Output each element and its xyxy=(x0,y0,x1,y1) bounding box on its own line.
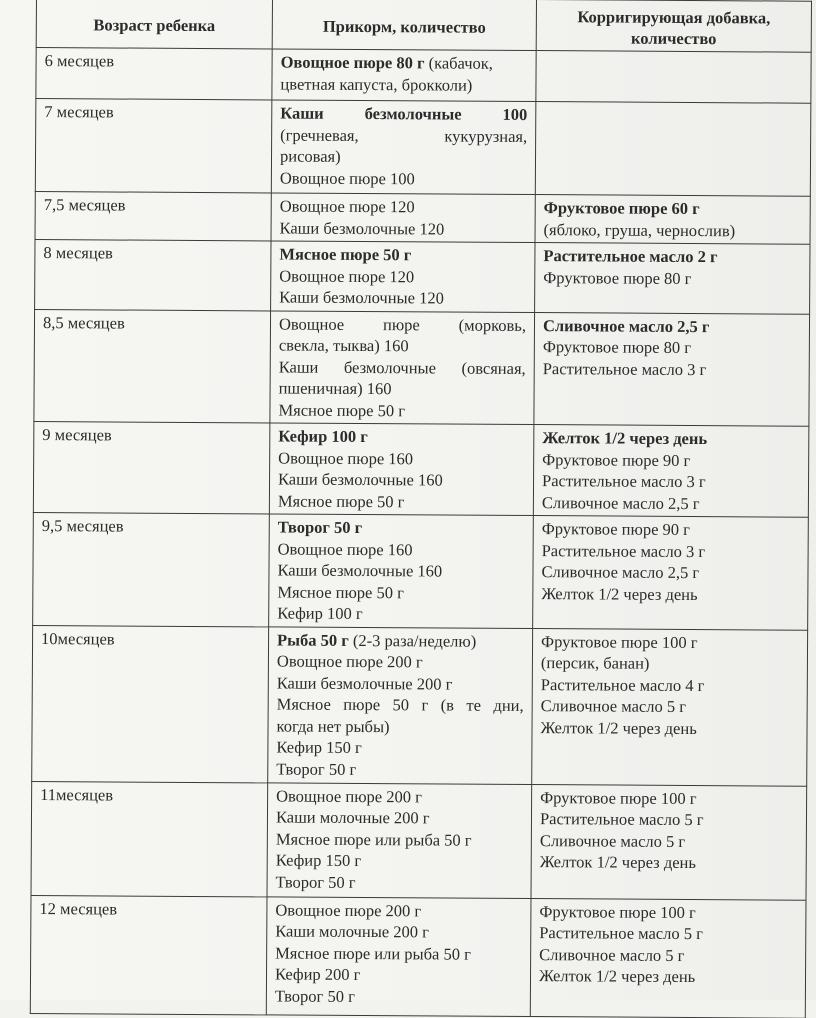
supplement-cell xyxy=(534,312,810,426)
header-supplement xyxy=(536,0,811,52)
supplement-line: Фруктовое пюре 100 г xyxy=(540,787,697,808)
food-line: Овощное пюре 120 xyxy=(279,196,415,217)
supplement-line: Фруктовое пюре 90 г xyxy=(541,519,690,540)
food-line: Кефир 150 г xyxy=(276,737,362,758)
food-line: Овощное пюре 200 г xyxy=(275,899,422,920)
supplement-cell xyxy=(533,516,809,630)
food-line: Мясное пюре 50 г xyxy=(279,244,412,265)
supplement-line: Желток 1/2 через день xyxy=(541,583,698,604)
table-row xyxy=(35,239,810,313)
food-cell xyxy=(269,514,534,628)
supplement-line: Сливочное масло 5 г xyxy=(540,696,687,716)
supplement-line: Сливочное масло 2,5 г xyxy=(542,315,710,336)
supplement-line: Сливочное масло 2,5 г xyxy=(541,492,700,513)
food-line: когда нет рыбы) xyxy=(276,715,390,736)
supplement-cell xyxy=(536,51,811,104)
food-line: Мясное пюре 50 г xyxy=(277,490,405,511)
supplement-line: Сливочное масло 5 г xyxy=(539,830,686,851)
age-cell: 6 месяцев xyxy=(36,48,272,100)
food-line: Каши молочные 200 г xyxy=(275,807,430,828)
food-cell xyxy=(271,241,535,312)
supplement-line: Сливочное масло 5 г xyxy=(539,944,685,965)
food-line: цветная капуста, брокколи) xyxy=(280,73,473,95)
supplement-cell xyxy=(535,195,810,245)
header-age: Возраст ребенка xyxy=(36,0,272,49)
supplement-line: Сливочное масло 2,5 г xyxy=(541,562,700,583)
food-line: Мясное пюре или рыба 50 г xyxy=(275,828,472,850)
food-line: Каши безмолочные 160 xyxy=(277,560,443,581)
food-line: Кефир 200 г xyxy=(274,964,361,985)
supplement-line: Растительное масло 5 г xyxy=(539,923,703,944)
food-line: Каши безмолочные 200 г xyxy=(276,672,453,694)
supplement-line: Растительное масло 3 г xyxy=(542,358,707,379)
supplement-line: Фруктовое пюре 100 г xyxy=(539,901,696,922)
age-cell: 9,5 месяцев xyxy=(33,512,270,626)
age-cell: 12 месяцев xyxy=(30,895,267,1014)
header-food: Прикорм, количество xyxy=(272,0,536,51)
supplement-line: (персик, банан) xyxy=(540,653,650,673)
supplement-line: Желток 1/2 через день xyxy=(538,966,696,987)
supplement-line: Желток 1/2 через день xyxy=(540,717,697,738)
supplement-line: Фруктовое пюре 80 г xyxy=(542,337,692,358)
food-line: Каши безмолочные 120 xyxy=(279,217,445,238)
supplement-cell xyxy=(535,243,810,314)
table-row xyxy=(35,99,811,197)
food-line: (гречневая, кукурузная, xyxy=(280,124,528,146)
supplement-cell xyxy=(531,784,807,900)
table-row xyxy=(30,895,806,1018)
supplement-line: Растительное масло 4 г xyxy=(540,674,705,695)
table-row xyxy=(32,625,808,786)
food-line: Творог 50 г xyxy=(276,758,357,779)
table-body xyxy=(30,48,811,1018)
food-line: Каши безмолочные 100 xyxy=(280,103,528,125)
food-line: Каши безмолочные (овсяная, xyxy=(278,356,526,378)
supplement-line: (яблоко, груша, чернослив) xyxy=(543,219,736,240)
table-row xyxy=(34,309,810,426)
food-line: Творог 50 г xyxy=(275,871,356,892)
food-line: Кефир 100 г xyxy=(277,603,363,624)
food-line: Кефир 100 г xyxy=(278,426,368,447)
supplement-cell xyxy=(532,628,808,786)
food-line: Овощное пюре 200 г xyxy=(276,785,422,806)
age-cell: 11месяцев xyxy=(31,781,268,896)
table-header-row xyxy=(36,0,811,52)
supplement-line: Фруктовое пюре 80 г xyxy=(543,267,692,288)
food-line: Творог 50 г xyxy=(277,517,363,538)
food-line: Кефир 150 г xyxy=(275,850,362,871)
table-row xyxy=(36,48,811,104)
feeding-schedule-table xyxy=(30,0,812,1018)
food-line: Овощное пюре 100 xyxy=(279,167,415,188)
supplement-line: Фруктовое пюре 60 г xyxy=(543,198,700,219)
food-cell xyxy=(268,626,533,784)
food-line: Рыба 50 г (2-3 раза/неделю) xyxy=(277,629,477,651)
food-cell xyxy=(272,49,536,102)
table-row xyxy=(35,191,810,244)
age-cell: 9 месяцев xyxy=(33,421,270,513)
supplement-line: Растительное масло 3 г xyxy=(541,540,706,561)
food-line: Овощное пюре (морковь, xyxy=(278,313,527,335)
food-line: Овощное пюре 80 г (кабачок, xyxy=(280,52,494,73)
supplement-line: Растительное масло 2 г xyxy=(543,246,718,267)
table-row xyxy=(33,421,809,517)
supplement-line: Растительное масло 3 г xyxy=(541,471,706,492)
age-cell: 7 месяцев xyxy=(35,99,272,193)
table-row xyxy=(33,512,809,629)
supplement-line: Желток 1/2 через день xyxy=(542,428,708,449)
supplement-cell xyxy=(535,102,811,197)
supplement-line: Фруктовое пюре 90 г xyxy=(542,449,691,470)
food-line: Каши безмолочные 160 xyxy=(277,469,443,490)
header-supplement-line1: Корригирующая добавка, xyxy=(577,7,771,28)
food-line: пшеничная) 160 xyxy=(278,378,392,399)
food-cell xyxy=(267,782,532,898)
age-cell: 8,5 месяцев xyxy=(34,309,271,423)
food-line: свекла, тыква) 160 xyxy=(278,335,409,356)
food-cell xyxy=(266,896,531,1016)
food-line: Каши молочные 200 г xyxy=(275,921,429,942)
supplement-line: Желток 1/2 через день xyxy=(539,852,696,873)
food-cell xyxy=(269,423,534,516)
supplement-line: Растительное масло 5 г xyxy=(539,809,704,830)
food-cell xyxy=(271,193,535,243)
food-line: Овощное пюре 160 xyxy=(278,447,414,468)
age-cell: 7,5 месяцев xyxy=(35,191,271,240)
food-line: Мясное пюре 50 г (в те дни, xyxy=(276,694,524,715)
header-supplement-line2: количество xyxy=(630,28,717,49)
food-line: рисовая) xyxy=(279,146,341,166)
food-cell xyxy=(270,310,535,424)
food-line: Овощное пюре 200 г xyxy=(276,651,423,672)
food-line: Мясное пюре 50 г xyxy=(277,581,404,602)
food-line: Овощное пюре 120 xyxy=(279,265,415,286)
food-line: Каши безмолочные 120 xyxy=(279,287,444,308)
food-line: Мясное пюре или рыба 50 г xyxy=(275,942,471,964)
age-cell: 10месяцев xyxy=(32,625,269,782)
food-cell xyxy=(271,100,536,195)
food-line: Овощное пюре 160 xyxy=(277,538,413,559)
supplement-line: Фруктовое пюре 100 г xyxy=(541,631,698,652)
food-line: Мясное пюре 50 г xyxy=(278,399,406,420)
age-cell: 8 месяцев xyxy=(35,239,271,310)
supplement-cell xyxy=(533,425,809,518)
table-row xyxy=(31,781,807,900)
food-line: Творог 50 г xyxy=(274,985,355,1006)
